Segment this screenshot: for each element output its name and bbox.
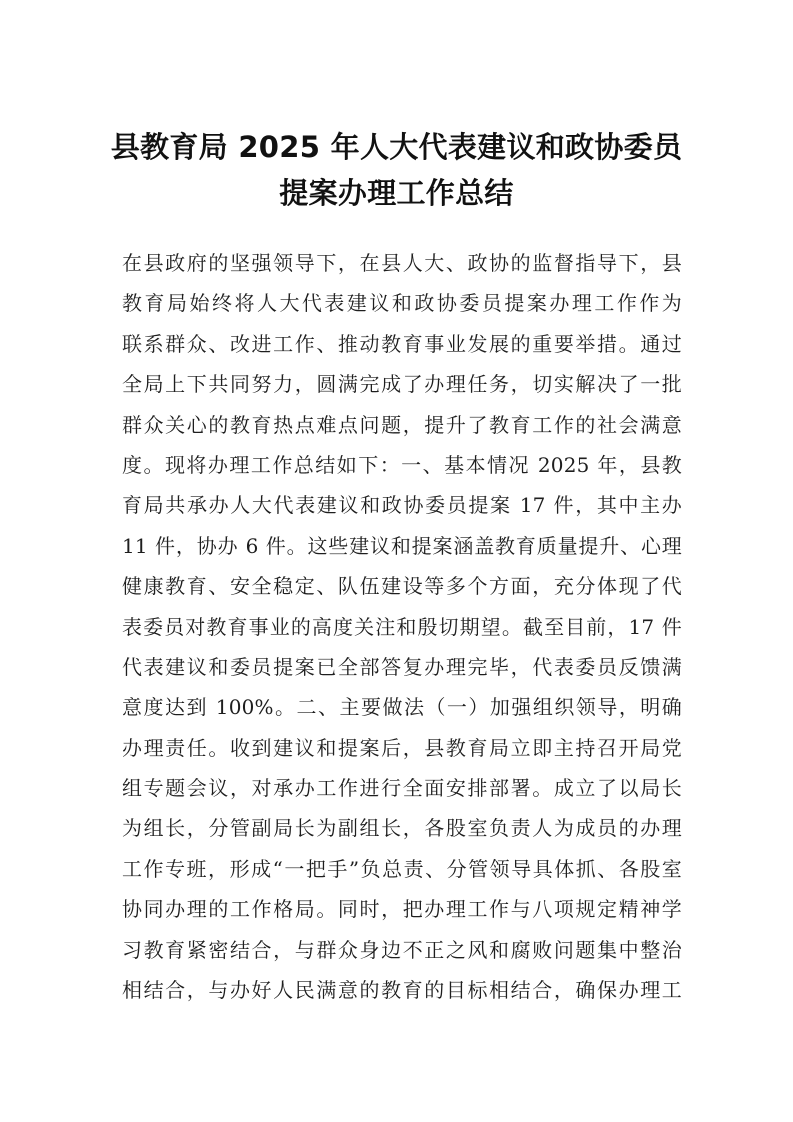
document-title-line-1: 县教育局 2025 年人大代表建议和政协委员 (110, 130, 683, 164)
body-line: 习教育紧密结合，与群众身边不正之风和腐败问题集中整治 (122, 937, 682, 962)
body-line: 在县政府的坚强领导下，在县人大、政协的监督指导下，县 (122, 251, 682, 275)
document-body (122, 243, 682, 1010)
body-line: 相结合，与办好人民满意的教育的目标相结合，确保办理工 (122, 978, 682, 1003)
body-line: 联系群众、改进工作、推动教育事业发展的重要举措。通过 (122, 331, 682, 356)
body-line: 11 件，协办 6 件。这些建议和提案涵盖教育质量提升、心理 (122, 533, 682, 558)
body-line: 教育局始终将人大代表建议和政协委员提案办理工作作为 (122, 291, 682, 316)
body-line: 表委员对教育事业的高度关注和殷切期望。截至目前，17 件 (122, 614, 682, 639)
body-line: 全局上下共同努力，圆满完成了办理任务，切实解决了一批 (122, 372, 682, 397)
body-line: 健康教育、安全稳定、队伍建设等多个方面，充分体现了代 (122, 574, 682, 599)
body-line: 为组长，分管副局长为副组长，各股室负责人为成员的办理 (122, 816, 682, 841)
body-line: 意度达到 100%。二、主要做法（一）加强组织领导，明确 (122, 695, 682, 720)
body-line: 协同办理的工作格局。同时，把办理工作与八项规定精神学 (122, 897, 682, 922)
body-line: 工作专班，形成“一把手”负总责、分管领导具体抓、各股室 (122, 856, 682, 881)
body-line: 办理责任。收到建议和提案后，县教育局立即主持召开局党 (122, 735, 682, 760)
body-line: 组专题会议，对承办工作进行全面安排部署。成立了以局长 (122, 776, 682, 801)
body-line: 育局共承办人大代表建议和政协委员提案 17 件，其中主办 (122, 493, 682, 518)
body-line: 度。现将办理工作总结如下：一、基本情况 2025 年，县教 (122, 452, 682, 477)
document-title-line-2: 提案办理工作总结 (279, 176, 514, 210)
body-line: 群众关心的教育热点难点问题，提升了教育工作的社会满意 (122, 412, 682, 437)
body-line: 代表建议和委员提案已全部答复办理完毕，代表委员反馈满 (122, 654, 682, 679)
